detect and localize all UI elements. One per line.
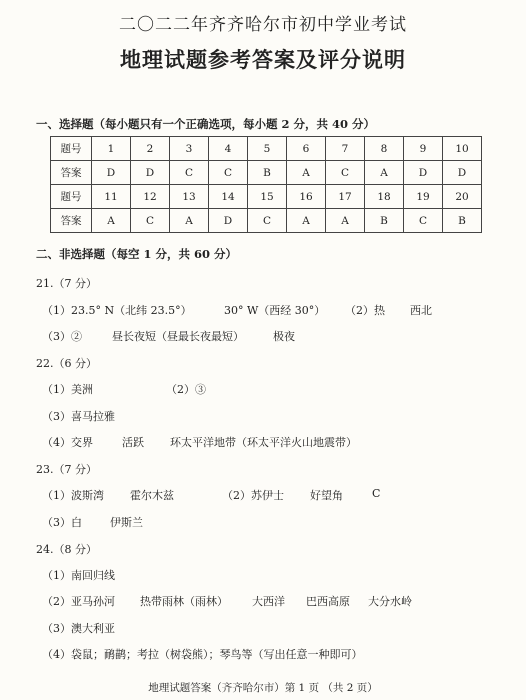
answer-line — [0, 381, 526, 397]
question-number: 13 — [170, 185, 209, 209]
question-number: 9 — [404, 137, 443, 161]
answer-text: （1）美洲 — [42, 383, 93, 396]
question-number: 19 — [404, 185, 443, 209]
answer-line — [0, 408, 526, 424]
answer-cell: B — [365, 209, 404, 233]
question-number: 3 — [170, 137, 209, 161]
table-row-label: 答案 — [51, 209, 92, 233]
answer-cell: B — [443, 209, 482, 233]
section1-heading: 一、选择题（每小题只有一个正确选项，每小题 2 分，共 40 分） — [36, 117, 376, 131]
answer-text: （2）亚马孙河 — [42, 595, 115, 608]
answer-table — [50, 136, 482, 233]
answer-text: C — [372, 487, 381, 500]
answer-cell: D — [443, 161, 482, 185]
answer-text: 好望角 — [310, 489, 343, 502]
question-number: 8 — [365, 137, 404, 161]
answer-cell: D — [209, 209, 248, 233]
table-row-label: 题号 — [51, 185, 92, 209]
question-24-header: 24.（8 分） — [36, 543, 97, 556]
question-number: 17 — [326, 185, 365, 209]
answer-line — [0, 514, 526, 530]
table-row-label: 题号 — [51, 137, 92, 161]
question-number: 5 — [248, 137, 287, 161]
document-subtitle: 地理试题参考答案及评分说明 — [120, 47, 406, 72]
answer-cell: A — [326, 209, 365, 233]
answer-line — [0, 620, 526, 636]
answer-text: 大分水岭 — [368, 595, 412, 608]
answer-cell: C — [209, 161, 248, 185]
answer-text: （3）② — [42, 330, 82, 343]
answer-line — [0, 593, 526, 609]
question-number: 4 — [209, 137, 248, 161]
answer-cell: C — [170, 161, 209, 185]
answer-text: 巴西高原 — [306, 595, 350, 608]
section2-heading: 二、非选择题（每空 1 分，共 60 分） — [36, 247, 238, 261]
answer-line — [0, 646, 526, 662]
table-row — [51, 185, 482, 209]
answer-text: （2）苏伊士 — [222, 489, 284, 502]
question-number: 16 — [287, 185, 326, 209]
answer-text: （2）热 — [345, 304, 385, 317]
answer-text: 昼长夜短（昼最长夜最短） — [112, 330, 244, 343]
answer-cell: C — [326, 161, 365, 185]
table-row — [51, 137, 482, 161]
answer-text: 极夜 — [273, 330, 295, 343]
answer-line — [0, 567, 526, 583]
answer-text: 热带雨林（雨林） — [140, 595, 228, 608]
answer-text: 活跃 — [122, 436, 144, 449]
answer-text: （4）交界 — [42, 436, 93, 449]
answer-text: 环太平洋地带（环太平洋火山地震带） — [170, 436, 357, 449]
answer-text: （4）袋鼠；鸸鹋；考拉（树袋熊）；琴鸟等（写出任意一种即可） — [42, 648, 363, 661]
table-row-label: 答案 — [51, 161, 92, 185]
answer-cell: C — [131, 209, 170, 233]
answer-line — [0, 434, 526, 450]
answer-text: 30° W（西经 30°） — [224, 304, 326, 317]
answer-cell: D — [92, 161, 131, 185]
answer-cell: A — [287, 161, 326, 185]
question-number: 15 — [248, 185, 287, 209]
answer-text: 大西洋 — [252, 595, 285, 608]
answer-text: 霍尔木兹 — [130, 489, 174, 502]
question-number: 7 — [326, 137, 365, 161]
question-number: 1 — [92, 137, 131, 161]
answer-text: （1）波斯湾 — [42, 489, 104, 502]
question-number: 6 — [287, 137, 326, 161]
answer-cell: A — [92, 209, 131, 233]
answer-cell: C — [404, 209, 443, 233]
question-number: 12 — [131, 185, 170, 209]
answer-text: （1）南回归线 — [42, 569, 115, 582]
table-row — [51, 161, 482, 185]
question-number: 11 — [92, 185, 131, 209]
page-footer: 地理试题答案（齐齐哈尔市）第 1 页 （共 2 页） — [148, 682, 378, 694]
answer-line — [0, 328, 526, 344]
question-22-header: 22.（6 分） — [36, 357, 97, 370]
question-23-header: 23.（7 分） — [36, 463, 97, 476]
answer-cell: D — [131, 161, 170, 185]
question-number: 14 — [209, 185, 248, 209]
answer-text: （3）喜马拉雅 — [42, 410, 115, 423]
question-number: 18 — [365, 185, 404, 209]
answer-cell: A — [170, 209, 209, 233]
question-number: 20 — [443, 185, 482, 209]
answer-text: （3）澳大利亚 — [42, 622, 115, 635]
answer-cell: A — [365, 161, 404, 185]
answer-text: （2）③ — [166, 383, 206, 396]
exam-title: 二〇二二年齐齐哈尔市初中学业考试 — [119, 15, 407, 35]
answer-text: 伊斯兰 — [110, 516, 143, 529]
question-number: 2 — [131, 137, 170, 161]
answer-cell: B — [248, 161, 287, 185]
question-21-header: 21.（7 分） — [36, 277, 97, 290]
answer-line — [0, 302, 526, 318]
answer-cell: D — [404, 161, 443, 185]
answer-text: 西北 — [410, 304, 432, 317]
question-number: 10 — [443, 137, 482, 161]
answer-text: （3）白 — [42, 516, 82, 529]
answer-cell: A — [287, 209, 326, 233]
answer-line — [0, 487, 526, 503]
table-row — [51, 209, 482, 233]
answer-cell: C — [248, 209, 287, 233]
answer-text: （1）23.5° N（北纬 23.5°） — [42, 304, 192, 317]
